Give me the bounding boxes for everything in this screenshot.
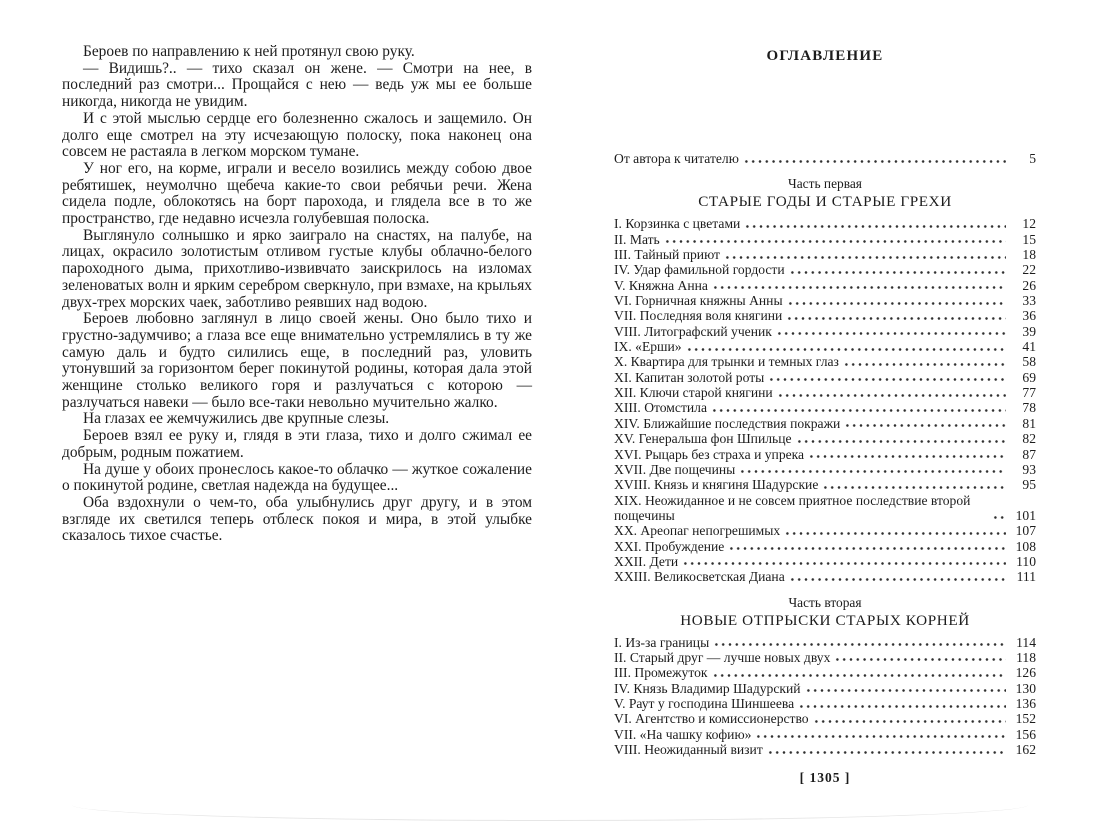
toc-dot-leader: [822, 480, 1006, 493]
toc-part-label: Часть вторая: [788, 594, 862, 610]
toc-entry-title: XIX. Неожиданное и не совсем приятное последствие второй пощечины: [614, 492, 971, 523]
left-page: [62, 44, 532, 545]
toc-entry-title: XXI. Пробуждение: [614, 538, 725, 554]
toc-dot-leader: [813, 714, 1006, 727]
toc-entry-title: XIV. Ближайшие последствия покражи: [614, 415, 841, 431]
toc-entry: [614, 324, 1036, 339]
toc-entry-title: IX. «Ерши»: [614, 339, 682, 355]
toc-entry-page: 15: [1022, 231, 1036, 247]
toc-dot-leader: [728, 541, 1006, 554]
toc-entry-title: VI. Горничная княжны Анны: [614, 293, 783, 309]
toc-part-entries: [614, 216, 1036, 584]
toc-entry-page: 69: [1022, 369, 1036, 385]
toc-entry-title: VII. Последняя воля княгини: [614, 308, 783, 324]
toc-entry: [614, 635, 1036, 650]
right-page: [614, 0, 1036, 786]
toc-entry-title: X. Квартира для трынки и темных глаз: [614, 354, 839, 370]
toc-dot-leader: [805, 683, 1006, 696]
toc-entry-title: III. Тайный приют: [614, 247, 720, 263]
toc-entry-title: XV. Генеральша фон Шпильце: [614, 431, 792, 447]
toc-entry: [614, 665, 1036, 680]
prose-paragraph: — Видишь?.. — тихо сказал он жене. — Смотри на нее, в последний раз смотри... Прощайся с нею — ведь уж мы ее больше никогда, никогда не увидим.: [62, 59, 532, 111]
toc-entry-title: I. Корзинка с цветами: [614, 216, 741, 232]
toc-entry: [614, 539, 1036, 554]
toc-entry-page: 12: [1022, 216, 1036, 232]
toc-entry-title: VIII. Литографский ученик: [614, 323, 772, 339]
toc-entry-page: 107: [1015, 523, 1036, 539]
page-bottom-edge: [72, 786, 1028, 821]
toc-part-title: СТАРЫЕ ГОДЫ И СТАРЫЕ ГРЕХИ: [698, 193, 952, 211]
toc-entry-page: 110: [1016, 553, 1036, 569]
toc-dot-leader: [776, 326, 1006, 339]
toc-entry-page: 26: [1022, 277, 1036, 293]
prose-paragraph: Бероев любовно заглянул в лицо своей жены. Оно было тихо и грустно-задумчиво; а глаза все еще внимательно устремлялись в ту же самую даль и будто силились еще, в последний раз, уловить утонувший за горизонтом берег покинутой родины, которая дала этой женщине столько великого горя и разлучаться с которою — разлучаться навеки — было все-таки невольно мучительно жалко.: [62, 310, 532, 411]
toc-entry: [614, 477, 1036, 492]
toc-entry-page: 114: [1016, 634, 1036, 650]
toc-entry-page: 95: [1022, 477, 1036, 493]
toc-dot-leader: [777, 387, 1006, 400]
toc-entry: [614, 569, 1036, 584]
toc-entry-page: 36: [1022, 308, 1036, 324]
toc-entry: [614, 523, 1036, 538]
toc-entry: [614, 711, 1036, 726]
toc-dot-leader: [789, 265, 1006, 278]
toc-entry-title: XX. Ареопаг непогрешимых: [614, 523, 781, 539]
toc-entry-title: XI. Капитан золотой роты: [614, 369, 765, 385]
toc-entry: [614, 385, 1036, 400]
toc-dot-leader: [755, 729, 1006, 742]
prose-paragraph: На душе у обоих пронеслось какое-то облачко — жуткое сожаление о покинутой родине, светлая надежда на будущее...: [62, 460, 532, 495]
toc-dot-leader: [808, 449, 1006, 462]
toc-entry-page: 101: [1015, 507, 1036, 523]
toc-entry: [614, 308, 1036, 323]
toc-entry: [614, 339, 1036, 354]
toc-entry: [614, 216, 1036, 231]
prose-paragraph: На глазах ее жемчужились две крупные слезы.: [83, 410, 390, 428]
toc-entry-title: XXII. Дети: [614, 553, 679, 569]
toc-entry-title: I. Из-за границы: [614, 634, 710, 650]
toc-dot-leader: [686, 341, 1006, 354]
toc-entry-front-matter: [614, 151, 1036, 166]
toc-entry-title: III. Промежуток: [614, 665, 708, 681]
toc-entry: [614, 400, 1036, 415]
toc-entry: [614, 681, 1036, 696]
toc-entry-page: 77: [1022, 385, 1036, 401]
toc-entry: [614, 742, 1036, 757]
prose-paragraph: Бероев по направлению к ней протянул свою руку.: [83, 43, 415, 60]
toc-entry-page: 58: [1022, 354, 1036, 370]
toc-entry-page: 118: [1016, 649, 1036, 665]
prose-paragraph: У ног его, на корме, играли и весело возились между собою двое ребятишек, неумолчно щебеча какие-то свои ребячьи речи. Жена сидела подле, облокотясь на борт парохода, и глядела все в то же пространство, где недавно исчезла голубевшая полоска.: [62, 159, 532, 228]
toc-entry-title: IV. Князь Владимир Шадурский: [614, 680, 801, 696]
toc-dot-leader: [711, 403, 1006, 416]
toc-dot-leader: [784, 526, 1006, 539]
toc-entry: [614, 247, 1036, 262]
toc-entry: [614, 493, 1036, 524]
toc-entry: [614, 293, 1036, 308]
toc-dot-leader: [724, 249, 1006, 262]
toc-dot-leader: [739, 464, 1006, 477]
toc-entry: [614, 354, 1036, 369]
toc-entry-title: XII. Ключи старой княгини: [614, 385, 773, 401]
prose-paragraph: Выглянуло солнышко и ярко заиграло на снастях, на палубе, на лицах, окрасило золотистым отливом густые клубы облачно-белого пароходного дыма, прихотливо-извивчато заискрилось на изломах зеленоватых волн и ярким серебром сверкнуло, при взмахе, на крыльях двух-трех морских чаек, заботливо реявших над водою.: [62, 226, 532, 311]
folio-page-number: [ 1305 ]: [799, 770, 851, 786]
prose-paragraph: Бероев взял ее руку и, глядя в эти глаза, тихо и долго сжимал ее добрым, родным пожатием.: [62, 427, 532, 461]
toc-entry-page: 82: [1022, 431, 1036, 447]
toc-entry: [614, 554, 1036, 569]
toc-dot-leader: [787, 295, 1006, 308]
toc-entry-page: 108: [1015, 538, 1036, 554]
toc-dot-leader: [712, 280, 1006, 293]
toc-entry-title: V. Княжна Анна: [614, 277, 708, 293]
toc-dot-leader: [798, 698, 1006, 711]
toc-dot-leader: [768, 372, 1006, 385]
toc-dot-leader: [682, 556, 1006, 569]
toc-entry-title: VIII. Неожиданный визит: [614, 742, 763, 757]
toc-heading: ОГЛАВЛЕНИЕ: [766, 48, 884, 64]
toc-entry: [614, 650, 1036, 665]
toc-entry-title: XVII. Две пощечины: [614, 461, 736, 477]
toc-entry-title: IV. Удар фамильной гордости: [614, 262, 785, 278]
toc-entry-page: 126: [1015, 665, 1036, 681]
toc-entry-title: VII. «На чашку кофию»: [614, 726, 752, 742]
toc-entry-page: 81: [1022, 415, 1036, 431]
toc-entry-page: 156: [1015, 726, 1036, 742]
toc-entry-page: 18: [1022, 247, 1036, 263]
toc-entry-page: 162: [1015, 742, 1036, 757]
toc-entry: [614, 370, 1036, 385]
toc-dot-leader: [743, 153, 1006, 166]
toc-dot-leader: [744, 219, 1006, 232]
toc-entry: [614, 232, 1036, 247]
toc-dot-leader: [844, 418, 1006, 431]
toc-dot-leader: [767, 744, 1006, 757]
toc-entry-page: 41: [1022, 339, 1036, 355]
toc-dot-leader: [834, 652, 1006, 665]
toc-entry-page: 130: [1015, 680, 1036, 696]
toc-entry-page: 22: [1022, 262, 1036, 278]
toc-entry: [614, 416, 1036, 431]
toc-entry-title: XVIII. Князь и княгиня Шадурские: [614, 477, 819, 493]
toc-entry-page: 152: [1015, 711, 1036, 727]
toc-dot-leader: [992, 510, 1006, 523]
toc-entry: [614, 262, 1036, 277]
toc-entry: [614, 278, 1036, 293]
toc-dot-leader: [713, 637, 1006, 650]
toc-part-label: Часть первая: [788, 176, 862, 192]
toc-dot-leader: [843, 357, 1006, 370]
toc-entry-page: 87: [1022, 446, 1036, 462]
toc-entry-title: XXIII. Великосветская Диана: [614, 569, 785, 585]
toc-entry-title: V. Раут у господина Шиншеева: [614, 695, 795, 711]
toc-entry-page: 39: [1022, 323, 1036, 339]
toc-part-title: НОВЫЕ ОТПРЫСКИ СТАРЫХ КОРНЕЙ: [680, 611, 970, 629]
toc-entry: [614, 431, 1036, 446]
toc-part: [614, 595, 1036, 758]
toc-entry-page: 136: [1015, 695, 1036, 711]
toc-entry-title: XIII. Отомстила: [614, 400, 707, 416]
toc-entry-title: От автора к читателю: [614, 151, 739, 166]
prose-paragraph: И с этой мыслью сердце его болезненно сжалось и защемило. Он долго еще смотрел на эту исчезающую полоску, пока наконец она совсем не растаяла в легком морском тумане.: [62, 109, 532, 161]
prose-paragraph: Оба вздохнули о чем-то, оба улыбнулись друг другу, и в этом взгляде их светился теперь отблеск покоя и мира, в этой улыбке сказалось тихое счастье.: [62, 493, 532, 545]
toc-entry: [614, 727, 1036, 742]
toc-entry-title: II. Старый друг — лучше новых двух: [614, 649, 831, 665]
toc-entry-page: 33: [1022, 293, 1036, 309]
toc-entry: [614, 462, 1036, 477]
toc-dot-leader: [796, 434, 1006, 447]
toc-entry-page: 111: [1016, 569, 1036, 585]
toc-entry-title: XVI. Рыцарь без страха и упрека: [614, 446, 805, 462]
toc-dot-leader: [786, 311, 1006, 324]
toc-part: [614, 176, 1036, 584]
toc-entry-page: 5: [1029, 151, 1036, 166]
toc-dot-leader: [789, 572, 1006, 585]
toc-part-entries: [614, 635, 1036, 758]
toc-entry-page: 78: [1022, 400, 1036, 416]
toc-entry: [614, 447, 1036, 462]
toc-entry-title: VI. Агентство и комиссионерство: [614, 711, 809, 727]
toc-dot-leader: [664, 234, 1006, 247]
toc-entry-title: II. Мать: [614, 231, 660, 247]
toc-dot-leader: [712, 668, 1006, 681]
toc-entry-page: 93: [1022, 461, 1036, 477]
toc-entry: [614, 696, 1036, 711]
